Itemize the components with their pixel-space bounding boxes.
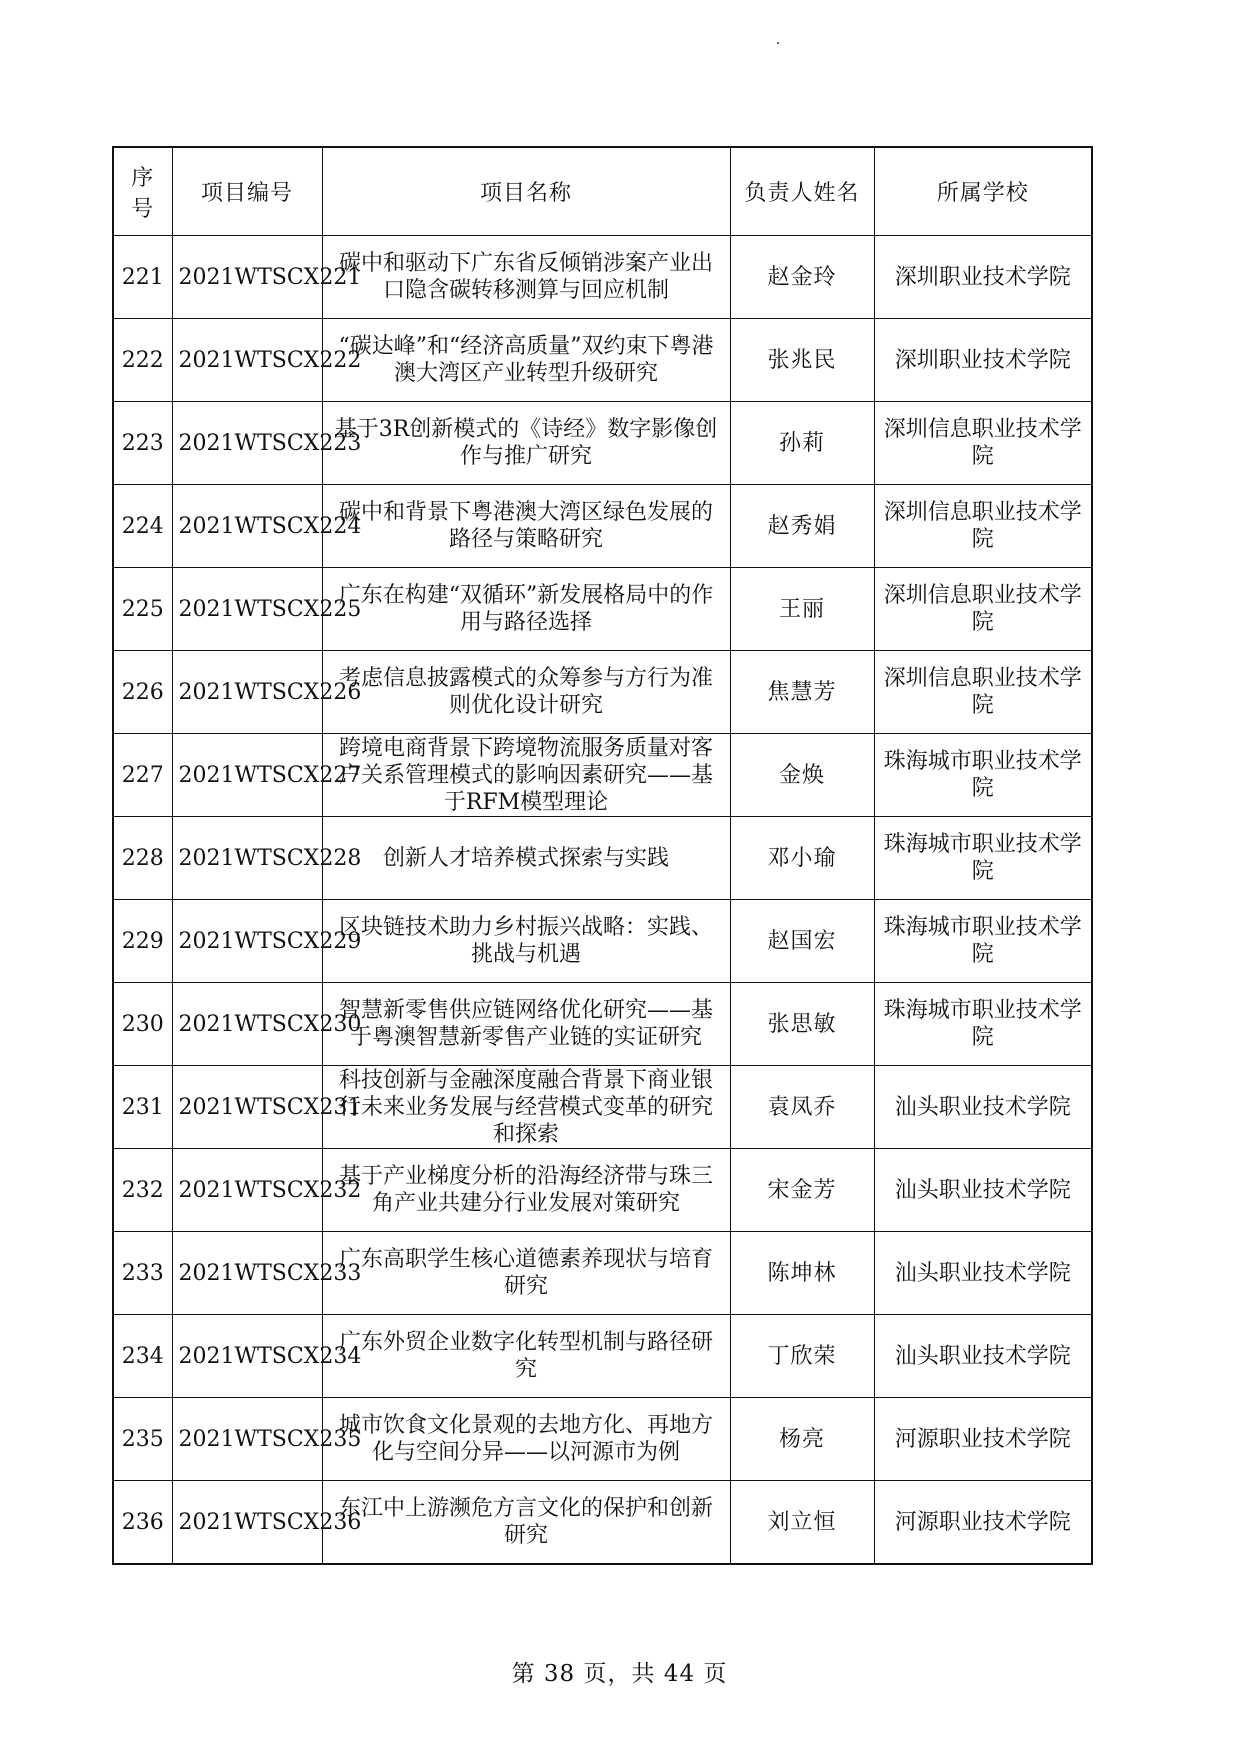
cell-title: 基于产业梯度分析的沿海经济带与珠三角产业共建分行业发展对策研究 [322, 1149, 730, 1232]
cell-title: 广东在构建“双循环”新发展格局中的作用与路径选择 [322, 568, 730, 651]
cell-title: 碳中和背景下粤港澳大湾区绿色发展的路径与策略研究 [322, 485, 730, 568]
cell-seq: 230 [113, 983, 172, 1066]
table-row [113, 1066, 1092, 1149]
cell-person: 焦慧芳 [730, 651, 874, 734]
table-row [113, 1315, 1092, 1398]
cell-person: 张兆民 [730, 319, 874, 402]
cell-code: 2021WTSCX226 [172, 651, 322, 734]
cell-person: 杨亮 [730, 1398, 874, 1481]
table-row [113, 734, 1092, 817]
cell-title: 科技创新与金融深度融合背景下商业银行未来业务发展与经营模式变革的研究和探索 [322, 1066, 730, 1149]
cell-school: 汕头职业技术学院 [874, 1149, 1092, 1232]
table-row [113, 817, 1092, 900]
cell-school: 河源职业技术学院 [874, 1481, 1092, 1565]
cell-title: “碳达峰”和“经济高质量”双约束下粤港澳大湾区产业转型升级研究 [322, 319, 730, 402]
cell-person: 丁欣荣 [730, 1315, 874, 1398]
cell-school: 深圳信息职业技术学院 [874, 651, 1092, 734]
table-header [113, 147, 1092, 236]
cell-school: 深圳信息职业技术学院 [874, 485, 1092, 568]
scan-speck [777, 42, 779, 44]
table-row [113, 485, 1092, 568]
cell-code: 2021WTSCX229 [172, 900, 322, 983]
cell-seq: 222 [113, 319, 172, 402]
cell-person: 赵金玲 [730, 236, 874, 319]
header-code: 项目编号 [172, 147, 322, 236]
project-table [112, 146, 1093, 1565]
header-seq: 序号 [113, 147, 172, 236]
cell-title: 跨境电商背景下跨境物流服务质量对客户关系管理模式的影响因素研究——基于RFM模型理论 [322, 734, 730, 817]
cell-seq: 232 [113, 1149, 172, 1232]
header-title: 项目名称 [322, 147, 730, 236]
cell-seq: 223 [113, 402, 172, 485]
header-row [113, 147, 1092, 236]
cell-person: 宋金芳 [730, 1149, 874, 1232]
cell-code: 2021WTSCX230 [172, 983, 322, 1066]
cell-title: 碳中和驱动下广东省反倾销涉案产业出口隐含碳转移测算与回应机制 [322, 236, 730, 319]
cell-title: 城市饮食文化景观的去地方化、再地方化与空间分异——以河源市为例 [322, 1398, 730, 1481]
cell-code: 2021WTSCX235 [172, 1398, 322, 1481]
cell-person: 赵秀娟 [730, 485, 874, 568]
cell-school: 珠海城市职业技术学院 [874, 734, 1092, 817]
cell-title: 智慧新零售供应链网络优化研究——基于粤澳智慧新零售产业链的实证研究 [322, 983, 730, 1066]
cell-person: 张思敏 [730, 983, 874, 1066]
cell-seq: 233 [113, 1232, 172, 1315]
cell-code: 2021WTSCX227 [172, 734, 322, 817]
cell-person: 陈坤林 [730, 1232, 874, 1315]
cell-code: 2021WTSCX223 [172, 402, 322, 485]
cell-person: 袁凤乔 [730, 1066, 874, 1149]
table-row [113, 1398, 1092, 1481]
table-row [113, 651, 1092, 734]
cell-person: 孙莉 [730, 402, 874, 485]
cell-school: 珠海城市职业技术学院 [874, 817, 1092, 900]
cell-title: 广东外贸企业数字化转型机制与路径研究 [322, 1315, 730, 1398]
cell-school: 珠海城市职业技术学院 [874, 983, 1092, 1066]
table-row [113, 319, 1092, 402]
cell-code: 2021WTSCX232 [172, 1149, 322, 1232]
cell-code: 2021WTSCX231 [172, 1066, 322, 1149]
cell-seq: 227 [113, 734, 172, 817]
cell-seq: 229 [113, 900, 172, 983]
table-row [113, 1481, 1092, 1565]
cell-school: 珠海城市职业技术学院 [874, 900, 1092, 983]
header-person: 负责人姓名 [730, 147, 874, 236]
cell-title: 创新人才培养模式探索与实践 [322, 817, 730, 900]
cell-title: 区块链技术助力乡村振兴战略：实践、挑战与机遇 [322, 900, 730, 983]
cell-person: 金焕 [730, 734, 874, 817]
cell-code: 2021WTSCX236 [172, 1481, 322, 1565]
table-row [113, 983, 1092, 1066]
cell-code: 2021WTSCX233 [172, 1232, 322, 1315]
cell-code: 2021WTSCX224 [172, 485, 322, 568]
cell-code: 2021WTSCX225 [172, 568, 322, 651]
cell-seq: 234 [113, 1315, 172, 1398]
header-school: 所属学校 [874, 147, 1092, 236]
cell-seq: 221 [113, 236, 172, 319]
cell-person: 刘立恒 [730, 1481, 874, 1565]
cell-school: 深圳职业技术学院 [874, 319, 1092, 402]
table-row [113, 1232, 1092, 1315]
cell-seq: 231 [113, 1066, 172, 1149]
cell-code: 2021WTSCX234 [172, 1315, 322, 1398]
page-number-footer: 第 38 页，共 44 页 [511, 1661, 728, 1687]
table-body [113, 236, 1092, 1565]
cell-school: 河源职业技术学院 [874, 1398, 1092, 1481]
cell-school: 汕头职业技术学院 [874, 1315, 1092, 1398]
table-row [113, 236, 1092, 319]
table-row [113, 402, 1092, 485]
cell-school: 深圳职业技术学院 [874, 236, 1092, 319]
table-row [113, 1149, 1092, 1232]
cell-school: 深圳信息职业技术学院 [874, 568, 1092, 651]
cell-school: 汕头职业技术学院 [874, 1232, 1092, 1315]
cell-code: 2021WTSCX222 [172, 319, 322, 402]
cell-title: 东江中上游濒危方言文化的保护和创新研究 [322, 1481, 730, 1565]
cell-school: 深圳信息职业技术学院 [874, 402, 1092, 485]
cell-code: 2021WTSCX228 [172, 817, 322, 900]
cell-seq: 236 [113, 1481, 172, 1565]
cell-code: 2021WTSCX221 [172, 236, 322, 319]
table-row [113, 900, 1092, 983]
cell-title: 基于3R创新模式的《诗经》数字影像创作与推广研究 [322, 402, 730, 485]
cell-person: 王丽 [730, 568, 874, 651]
table-row [113, 568, 1092, 651]
cell-seq: 226 [113, 651, 172, 734]
cell-person: 赵国宏 [730, 900, 874, 983]
cell-seq: 224 [113, 485, 172, 568]
cell-seq: 235 [113, 1398, 172, 1481]
cell-seq: 228 [113, 817, 172, 900]
cell-school: 汕头职业技术学院 [874, 1066, 1092, 1149]
cell-title: 广东高职学生核心道德素养现状与培育研究 [322, 1232, 730, 1315]
cell-seq: 225 [113, 568, 172, 651]
cell-title: 考虑信息披露模式的众筹参与方行为准则优化设计研究 [322, 651, 730, 734]
cell-person: 邓小瑜 [730, 817, 874, 900]
